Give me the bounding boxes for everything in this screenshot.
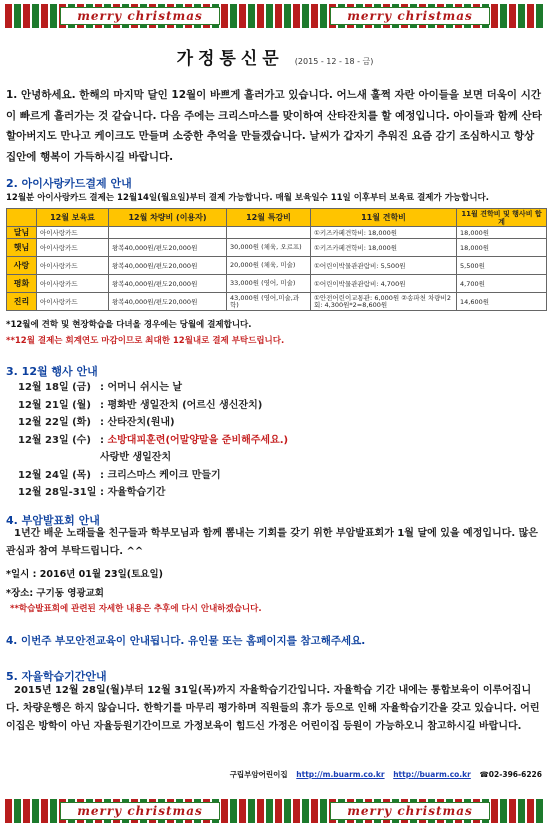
list-item [18,379,288,397]
list-item [18,414,288,432]
event-text-red: 소방대피훈련(어말양말을 준비해주세요.) [107,434,289,446]
table-row [7,257,547,275]
table-header-cell: 12월 차량비 (이용자) [109,209,227,227]
event-text: : [100,434,108,446]
phone-number: ☎02-396-6226 [479,770,542,779]
table-cell: 43,000원 (영어,미술,과학) [227,293,311,311]
event-date: 12월 24일 (목) [18,469,91,481]
table-cell: ①어린이박물관관람비: 5,500원 [311,257,457,275]
table-header-cell: 11월 견학비 [311,209,457,227]
banner-text: merry christmas [330,802,490,820]
section-events-heading: 3. 12월 행사 안내 [6,365,98,378]
title-date: (2015 - 12 - 18 - 금) [294,57,374,66]
banner-text: merry christmas [60,802,220,820]
event-text: : 어머니 쉬시는 날 [100,382,183,393]
event-date: 12월 21일 (월) [18,399,91,411]
intro-paragraph: 1. 안녕하세요. 한해의 마지막 달인 12월이 바쁘게 흘러가고 있습니다. 어느새 훌쩍 자란 아이들을 보면 더욱이 시간이 빠르게 흘러가는 것 같습니다. 다음 주에는 크리스마스를 맞이하여 산타잔치를 할 예정입니다. 아이들과 함께 산타할아버지도 만나고 케이크도 만들며 소중한 추억을 만들겠습니다. 날씨가 갑자기 추워진 요즘 감기 조심하시고 항상 집안에 행복이 가득하시길 바랍니다. [6,89,542,163]
table-cell: ①안전어린이교통관: 6,000원 ②송파천 차량비2회: 4,300원*2=8,600원 [311,293,457,311]
table-cell: ①키즈카페견학비: 18,000원 [311,227,457,239]
footer [230,769,542,780]
table-cell: 왕복40,000원/편도20,000원 [109,257,227,275]
section-safety-heading: 4. 이번주 부모안전교육이 안내됩니다. 유인물 또는 홈페이지를 참고해주세요. [6,635,366,647]
event-date: 12월 23일 (수) [18,434,91,446]
payment-table [6,208,547,311]
event-date: 12월 18일 (금) [18,382,91,393]
recital-place: *장소: 구기동 영광교회 [6,588,104,599]
table-header-cell: 12월 특강비 [227,209,311,227]
table-cell: 왕복40,000원/편도20,000원 [109,239,227,257]
table-cell: 4,700원 [457,275,547,293]
table-cell: 20,000원 (체육, 미술) [227,257,311,275]
list-item [18,397,288,415]
bottom-banner [5,799,545,823]
section-card-heading: 2. 아이사랑카드결제 안내 [6,177,132,190]
recital-note: **학습발표회에 관련된 자세한 내용은 추후에 다시 안내하겠습니다. [10,604,262,614]
card-footnote: *12월에 견학 및 현장학습을 다녀올 경우에는 당월에 결제합니다. [6,320,252,330]
list-item [18,484,288,502]
class-name: 평화 [7,275,37,293]
event-date: 12월 28일-31일 [18,487,97,498]
page-title [0,44,550,69]
mobile-site-link[interactable]: http://m.buarm.co.kr [296,770,385,779]
table-cell: 5,500원 [457,257,547,275]
table-cell: 왕복40,000원/편도20,000원 [109,275,227,293]
table-row [7,227,547,239]
footer-name: 구립부암어린이집 [229,770,288,779]
list-item [18,432,288,450]
table-cell: 아이사랑카드 [37,293,109,311]
table-cell: 아이사랑카드 [37,275,109,293]
class-name: 햇님 [7,239,37,257]
list-item [18,467,288,485]
table-cell: ①키즈카페견학비: 18,000원 [311,239,457,257]
table-cell: ①어린이박물관관람비: 4,700원 [311,275,457,293]
class-name: 달님 [7,227,37,239]
event-text: : 평화반 생일잔치 (어르신 생신잔치) [100,399,263,411]
table-cell: 18,000원 [457,239,547,257]
card-footnote-red: **12월 결제는 회계연도 마감이므로 최대한 12월내로 결제 부탁드립니다. [6,336,285,346]
events-list [18,379,288,502]
table-row [7,275,547,293]
table-cell: 아이사랑카드 [37,239,109,257]
table-cell: 왕복40,000원/편도20,000원 [109,293,227,311]
recital-body: 1년간 배운 노래들을 친구들과 학부모님과 함께 뽐내는 기회를 갖기 위한 부암발표회가 1월 달에 있을 예정입니다. 많은 관심과 참여 부탁드립니다. ^^ [6,528,538,557]
section-recital-heading: 4. 부암발표회 안내 [6,514,100,527]
selfstudy-body: 2015년 12월 28일(월)부터 12월 31일(목)까지 자율학습기간입니다. 자율학습 기간 내에는 통합보육이 이루어집니다. 차량운행은 하지 않습니다. 한학기를 마무리 평가하며 직원들의 휴가 등으로 인해 자율학습기간을 갖고 있습니다. 어린이집은 방학이 아닌 자율등원기간이므로 가정보육이 힘드신 가정은 어린이집 등원이 가능하오니 참고하시길 바랍니다. [6,685,540,732]
event-text: : 산타잔치(원내) [100,417,175,428]
table-cell: 14,600원 [457,293,547,311]
banner-text: merry christmas [60,7,220,25]
table-cell [227,227,311,239]
table-cell [109,227,227,239]
table-header-row [7,209,547,227]
table-row [7,293,547,311]
table-header-cell: 12월 보육료 [37,209,109,227]
event-text: : 크리스마스 케이크 만들기 [100,469,221,481]
list-item-sub: 사랑반 생일잔치 [100,452,172,463]
table-cell: 아이사랑카드 [37,227,109,239]
top-banner [5,4,545,28]
table-cell: 18,000원 [457,227,547,239]
table-header-cell: 11월 견학비 및 행사비 합계 [457,209,547,227]
class-name: 진리 [7,293,37,311]
section-selfstudy-heading: 5. 자율학습기간안내 [6,670,107,683]
website-link[interactable]: http://buarm.co.kr [393,770,471,779]
table-cell: 30,000원 (체육, 오르프) [227,239,311,257]
table-cell: 아이사랑카드 [37,257,109,275]
event-date: 12월 22일 (화) [18,417,91,428]
event-text: : 자율학습기간 [100,487,166,498]
class-name: 사랑 [7,257,37,275]
recital-date: *일시 : 2016년 01월 23일(토요일) [6,569,163,580]
banner-text: merry christmas [330,7,490,25]
table-row [7,239,547,257]
table-cell: 33,000원 (영어, 미술) [227,275,311,293]
title-text: 가정통신문 [176,49,284,69]
table-header-blank [7,209,37,227]
card-note: 12월분 아이사랑카드 결제는 12월14일(월요일)부터 결제 가능합니다. 매월 보육일수 11일 이후부터 보육료 결제가 가능합니다. [6,193,489,203]
